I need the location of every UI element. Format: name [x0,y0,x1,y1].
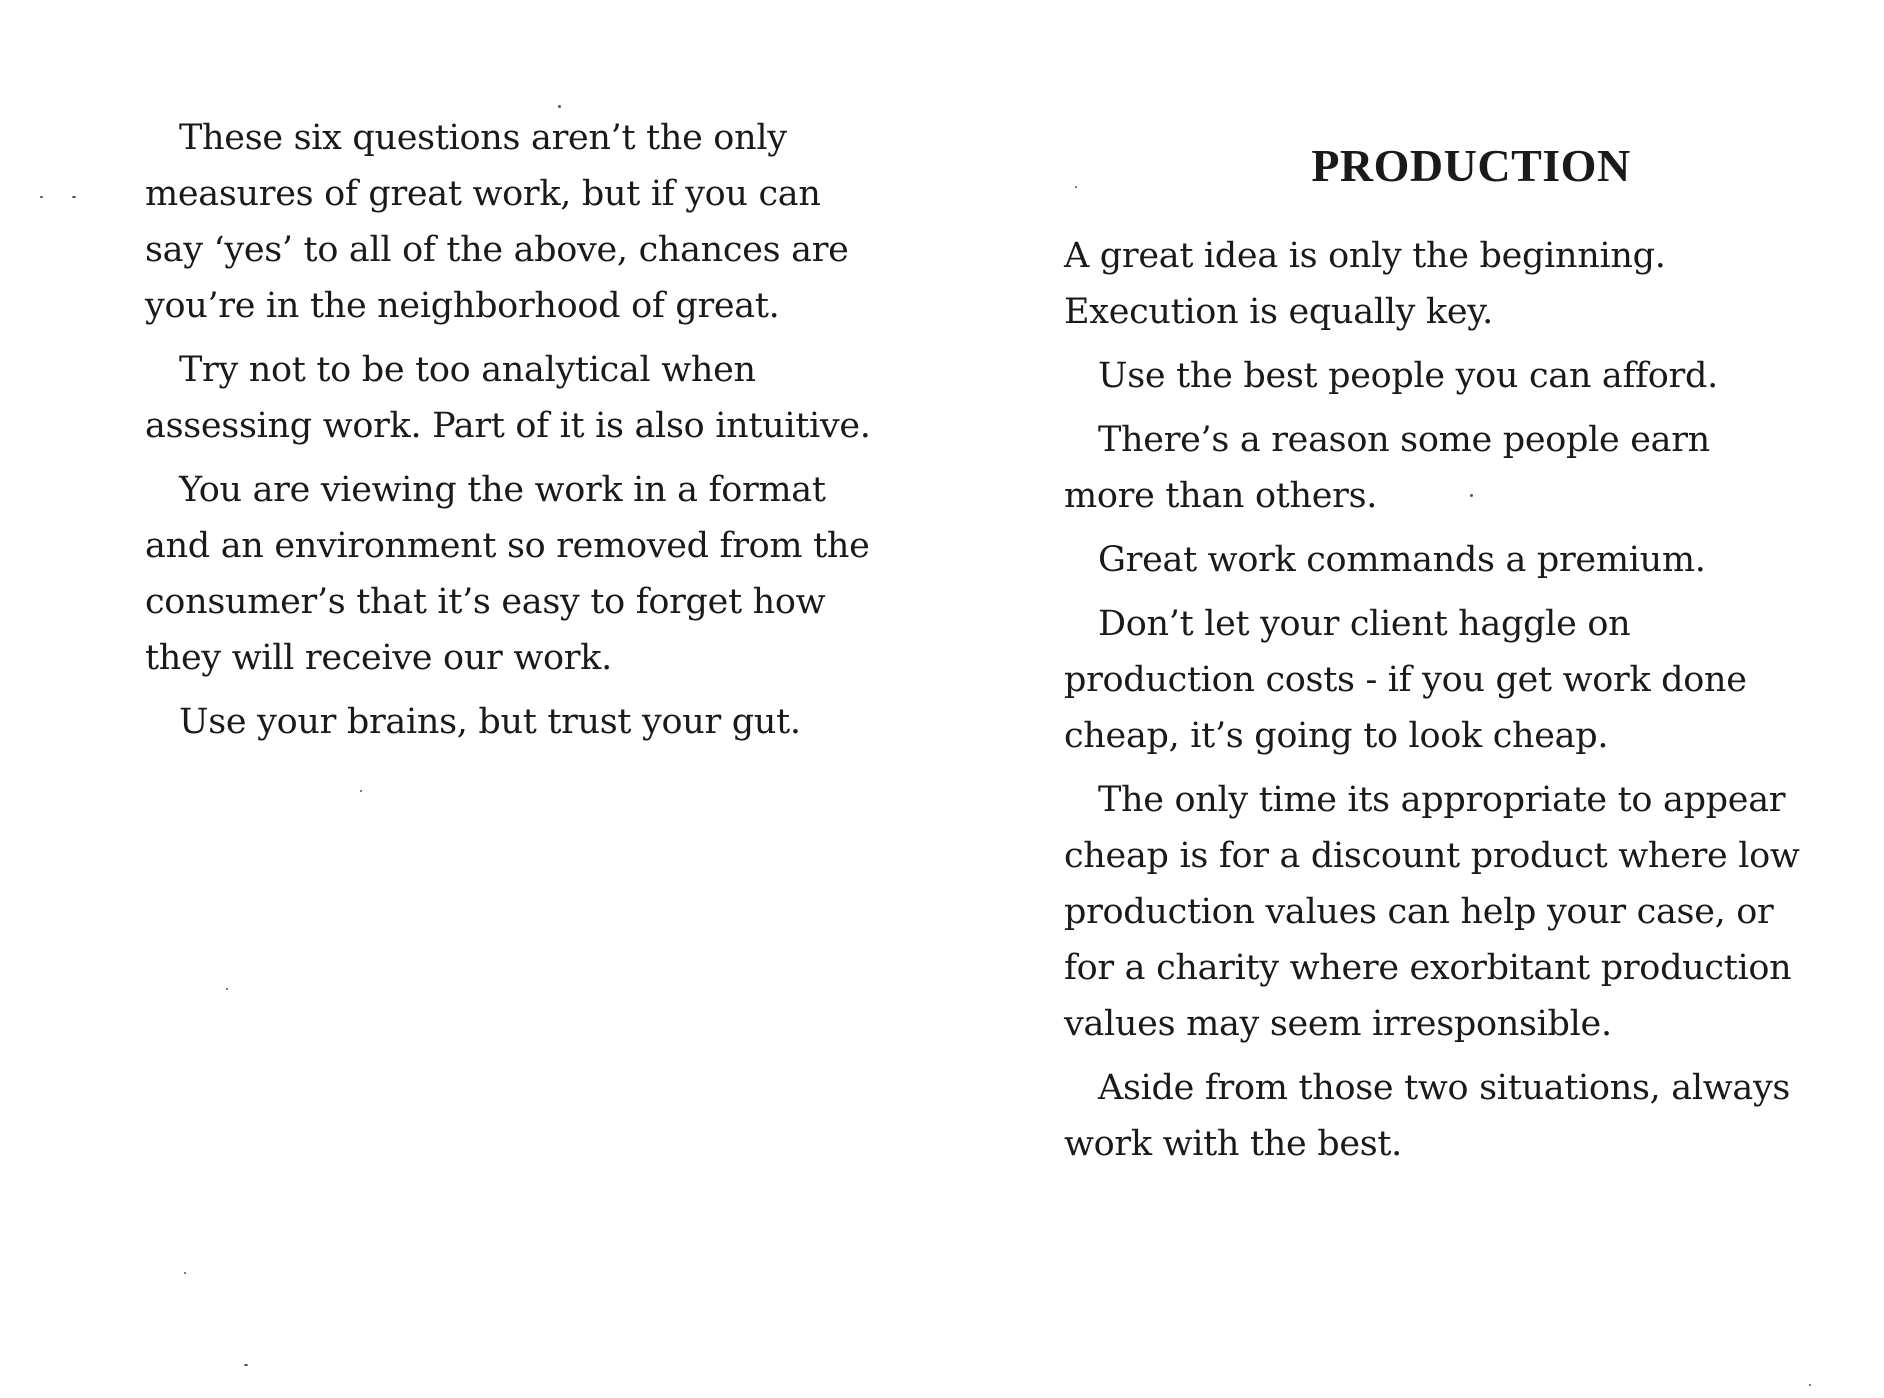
scan-speck [558,105,561,108]
right-paragraph-3: There’s a reason some people earn more than others. [1064,420,1710,516]
scan-speck [244,1364,248,1366]
left-paragraph-3: You are viewing the work in a format and an environment so removed from the consumer’s that it’s easy to forget how they will receive our work. [145,470,870,678]
right-paragraph-2: Use the best people you can afford. [1098,356,1718,396]
right-paragraph-4: Great work commands a premium. [1098,540,1706,580]
scan-speck [72,196,76,198]
scan-speck [1809,1384,1811,1386]
left-page-text [145,110,885,758]
scan-speck [1075,186,1077,188]
left-paragraph-4: Use your brains, but trust your gut. [179,702,801,742]
scan-speck [184,1272,186,1274]
right-paragraph-1: A great idea is only the beginning. Execution is equally key. [1064,236,1666,332]
right-page-text [1064,228,1804,1180]
left-paragraph-2: Try not to be too analytical when assessing work. Part of it is also intuitive. [145,350,871,446]
right-paragraph-5: Don’t let your client haggle on production costs - if you get work done cheap, it’s going to look cheap. [1064,604,1747,756]
scan-speck [226,988,228,990]
right-page [942,0,1884,1398]
left-paragraph-1: These six questions aren’t the only measures of great work, but if you can say ‘yes’ to all of the above, chances are you’re in the neighborhood of great. [145,118,849,326]
right-paragraph-6: The only time its appropriate to appear cheap is for a discount product where low production values can help your case, or for a charity where exorbitant production values may seem irresponsible. [1064,780,1800,1044]
scan-speck [1470,494,1473,497]
scan-speck [360,790,362,792]
scan-speck [40,196,43,198]
right-paragraph-7: Aside from those two situations, always work with the best. [1064,1068,1791,1164]
page-title: PRODUCTION [1311,139,1631,191]
